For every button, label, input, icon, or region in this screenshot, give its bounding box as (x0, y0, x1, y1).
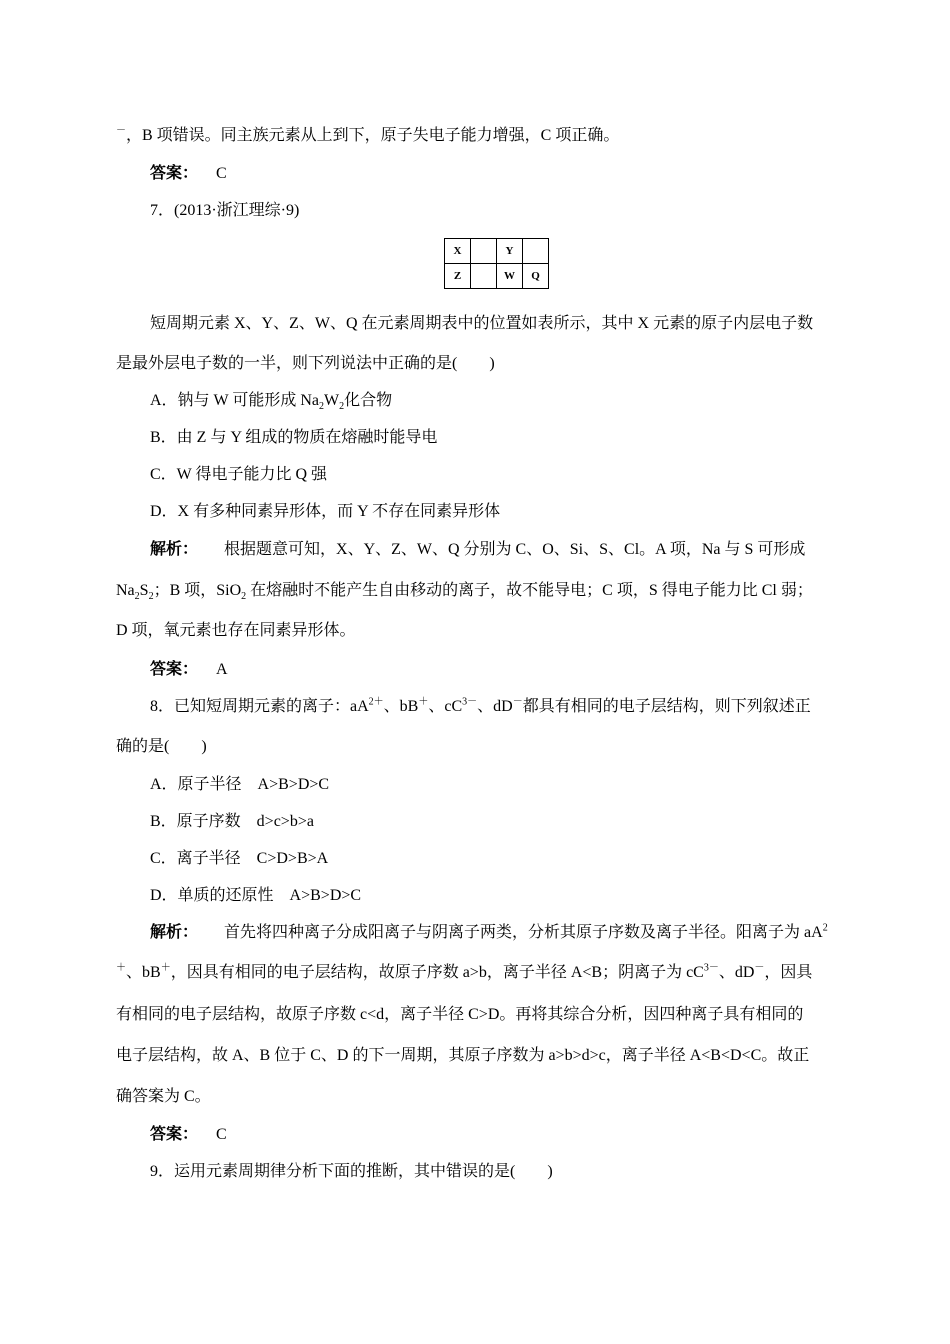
table-cell: Q (523, 264, 549, 289)
answer-value: C (216, 1126, 227, 1143)
answer-label: 答案： (150, 165, 199, 182)
table-cell: Z (445, 264, 471, 289)
explanation-8-line-2: ＋、bB＋，因具有相同的电子层结构，故原子序数 a>b，离子半径 A<B；阴离子为 $cC^{3-}$、dD－，因具 (116, 962, 813, 981)
question-7-header: 7．(2013·浙江理综·9) (150, 202, 300, 219)
explanation-8-line-5: 确答案为 C。 (116, 1088, 211, 1105)
table-cell (471, 264, 497, 289)
answer-value: C (216, 165, 227, 182)
option-b: B．原子序数 d>c>b>a (150, 813, 314, 830)
explanation-7-line-2: $Na_2S_2$；B 项，SiO$_2$ 在熔融时不能产生自由移动的离子，故不能导电；C 项，S 得电子能力比 Cl 弱； (116, 582, 813, 603)
question-7-stem-2: 是最外层电子数的一半，则下列说法中正确的是( ) (116, 355, 495, 372)
option-a: A．原子半径 A>B>D>C (150, 776, 330, 793)
option-c: C．W 得电子能力比 Q 强 (150, 466, 328, 483)
explanation-label: 解析： (150, 924, 199, 941)
option-d: D．X 有多种同素异形体，而 Y 不存在同素异形体 (150, 503, 501, 520)
explanation-7-line-3: D 项，氧元素也存在同素异形体。 (116, 622, 356, 639)
explanation-8-line-3: 有相同的电子层结构，故原子序数 c<d，离子半径 C>D。再将其综合分析，因四种离子具有相同的 (116, 1006, 804, 1023)
explanation-8-line-4: 电子层结构，故 A、B 位于 C、D 的下一周期，其原子序数为 a>b>d>c，离子半径 A<B<D<C。故正 (116, 1047, 810, 1064)
answer-label: 答案： (150, 1126, 199, 1143)
continuation-line: －，B 项错误。同主族元素从上到下，原子失电子能力增强，C 项正确。 (116, 125, 620, 144)
option-c: C．离子半径 C>D>B>A (150, 850, 329, 867)
answer-8 (150, 1124, 227, 1146)
explanation-7-line-1: 解析： 根据题意可知，X、Y、Z、W、Q 分别为 C、O、Si、S、Cl。A 项，Na 与 S 可形成 (150, 541, 806, 558)
option-b: B．由 Z 与 Y 组成的物质在熔融时能导电 (150, 429, 438, 446)
answer-7 (150, 659, 228, 681)
answer-value: A (216, 661, 228, 678)
explanation-label: 解析： (150, 541, 199, 558)
answer-6 (150, 163, 227, 185)
explanation-8-line-1: 解析： 首先将四种离子分成阳离子与阴离子两类，分析其原子序数及离子半径。阳离子为 $aA^2$ (150, 922, 828, 941)
table-cell: Y (497, 239, 523, 264)
table-cell: W (497, 264, 523, 289)
periodic-table-fragment (444, 238, 549, 289)
question-7-stem-1: 短周期元素 X、Y、Z、W、Q 在元素周期表中的位置如表所示，其中 X 元素的原子内层电子数 (150, 315, 814, 332)
question-8-stem-2: 确的是( ) (116, 738, 207, 755)
table-cell: X (445, 239, 471, 264)
question-9-stem: 9．运用元素周期律分析下面的推断，其中错误的是( ) (150, 1163, 553, 1180)
table-cell (471, 239, 497, 264)
answer-label: 答案： (150, 661, 199, 678)
option-a: A．钠与 W 可能形成 $Na_2W_2$化合物 (150, 392, 393, 413)
question-8-stem-1: 8．已知短周期元素的离子：$aA^{2+}$、bB＋、$cC^{3-}$、dD－都具有相同的电子层结构，则下列叙述正 (150, 696, 811, 715)
option-d: D．单质的还原性 A>B>D>C (150, 887, 362, 904)
table-cell (523, 239, 549, 264)
